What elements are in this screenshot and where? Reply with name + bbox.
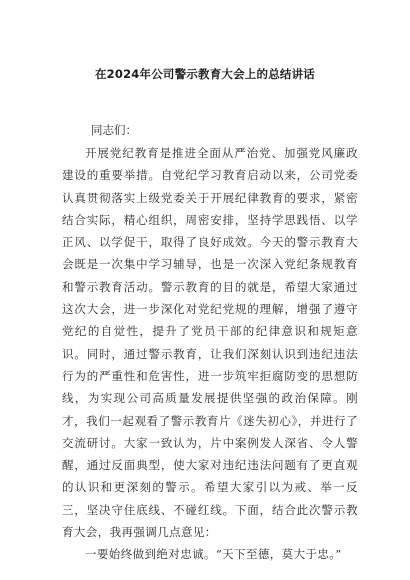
document-title: 在2024年公司警示教育大会上的总结讲话 (94, 67, 315, 81)
body-paragraph: 开展党纪教育是推进全面从严治党、加强党风廉政建设的重要举措。自党纪学习教育启动以来，公司党委认真贯彻落实上级党委关于开展纪律教育的要求，紧密结合实际，精心组织，周密安排，坚持学思践悟、以学正风、以学促干，取得了良好成效。今天的警示教育大会既是一次集中学习辅导，也是一次深入党纪条规教育和警示教育活动。警示教育的目的就是，希望大家通过这次大会，进一步深化对党纪党规的理解，增强了遵守党纪的自觉性，提升了党员干部的纪律意识和规矩意识。同时，通过警示教育，让我们深刻认识到违纪违法行为的严重性和危害性，进一步筑牢拒腐防变的思想防线，为实现公司高质量发展提供坚强的政治保障。刚才，我们一起观看了警示教育片《迷失初心》，并进行了交流研讨。大家一致认为，片中案例发人深省、令人警醒，通过反面典型，使大家对违纪违法问题有了更直观的认识和更深刻的警示。希望大家引以为戒、举一反三，坚决守住底线、不碰红线。下面，结合此次警示教育大会，我再强调几点意见： (62, 146, 358, 540)
salutation: 同志们： (91, 123, 137, 137)
document-body (62, 142, 358, 566)
body-paragraph: 一要始终做到绝对忠诚。“天下至德，莫大于忠。” (85, 547, 342, 562)
